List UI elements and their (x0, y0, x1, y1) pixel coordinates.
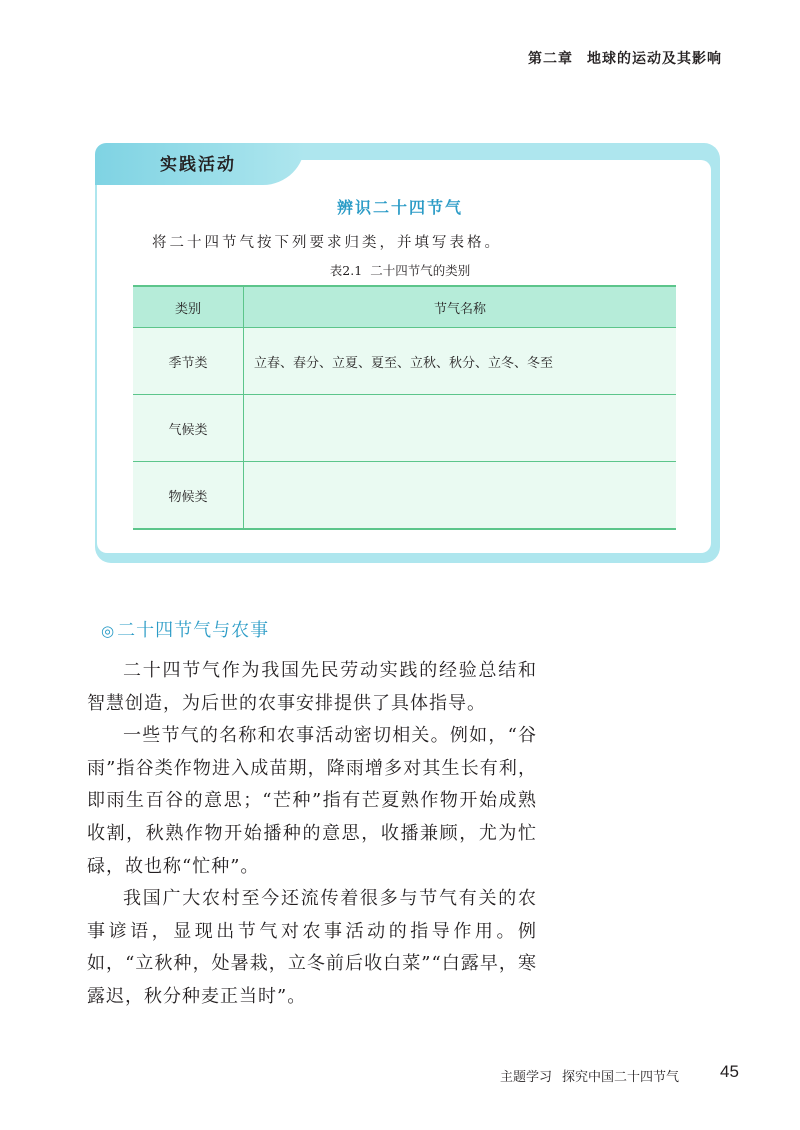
table-row (133, 395, 676, 462)
table-cell-names: 立春、春分、立夏、夏至、立秋、秋分、立冬、冬至 (244, 328, 677, 395)
chapter-title: 地球的运动及其影响 (587, 51, 722, 67)
table-header-category: 类别 (133, 286, 244, 328)
table-cell-category: 物候类 (133, 462, 244, 530)
table-header-names: 节气名称 (244, 286, 677, 328)
activity-title: 辨识二十四节气 (336, 198, 463, 217)
running-header (528, 48, 722, 68)
footer-theme: 主题学习 (500, 1070, 553, 1085)
table-row (133, 328, 676, 395)
section-body (87, 655, 537, 1014)
solar-terms-table (133, 285, 676, 530)
paragraph: 一些节气的名称和农事活动密切相关。例如，“谷雨”指谷类作物进入成苗期，降雨增多对其生长有利，即雨生百谷的意思；“芒种”指有芒夏熟作物开始成熟收割，秋熟作物开始播种的意思，收播兼顾，尤为忙碌，故也称“忙种”。 (87, 725, 537, 877)
activity-instruction: 将二十四节气按下列要求归类，并填写表格。 (152, 235, 502, 251)
table-header-row (133, 286, 676, 328)
activity-tab-label: 实践活动 (160, 155, 236, 175)
table-cell-names[interactable] (244, 395, 677, 462)
footer-topic: 探究中国二十四节气 (562, 1070, 680, 1085)
table-cell-category: 气候类 (133, 395, 244, 462)
section-mark-icon: ◎ (101, 622, 116, 640)
table-caption-text: 二十四节气的类别 (370, 263, 471, 278)
chapter-number: 第二章 (528, 51, 573, 67)
table-cell-category: 季节类 (133, 328, 244, 395)
page-number: 45 (720, 1062, 739, 1081)
table-cell-names[interactable] (244, 462, 677, 530)
paragraph: 二十四节气作为我国先民劳动实践的经验总结和智慧创造，为后世的农事安排提供了具体指导。 (87, 660, 537, 714)
paragraph: 我国广大农村至今还流传着很多与节气有关的农事谚语，显现出节气对农事活动的指导作用。例如，“立秋种，处暑栽，立冬前后收白菜”“白露早，寒露迟，秋分种麦正当时”。 (87, 888, 537, 1007)
section-title: 二十四节气与农事 (117, 620, 270, 641)
table-caption-number: 表2.1 (329, 263, 363, 278)
table-row (133, 462, 676, 530)
table-caption (0, 261, 800, 279)
section-heading (101, 616, 269, 642)
running-footer (500, 1066, 679, 1085)
